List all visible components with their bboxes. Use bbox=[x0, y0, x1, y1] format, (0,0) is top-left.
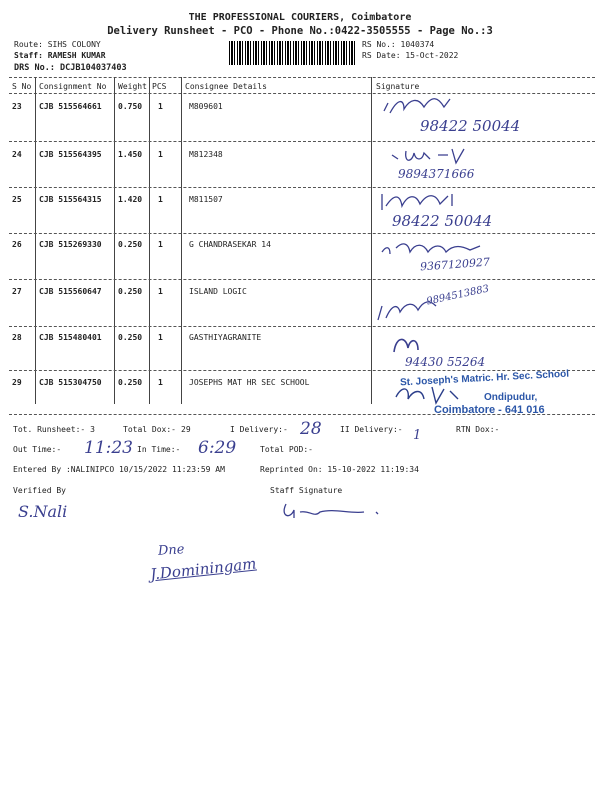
signature-scribble bbox=[392, 334, 422, 356]
rtn-dox-label: RTN Dox:- bbox=[456, 425, 500, 434]
col-pcs: PCS bbox=[152, 82, 167, 91]
i-delivery-value: 28 bbox=[300, 419, 322, 439]
table-top-rule bbox=[9, 77, 595, 78]
row-consignment: CJB 515564661 bbox=[39, 102, 102, 111]
row-pcs: 1 bbox=[158, 333, 163, 342]
row-divider bbox=[9, 141, 595, 142]
company-title: THE PROFESSIONAL COURIERS, Coimbatore bbox=[188, 12, 412, 23]
barcode bbox=[229, 41, 356, 65]
row-consignment: CJB 515564315 bbox=[39, 195, 102, 204]
row-phone-handwritten: 98422 50044 bbox=[392, 212, 493, 230]
signature-scribble bbox=[378, 190, 478, 214]
row-consignment: CJB 515304750 bbox=[39, 378, 102, 387]
row-sno: 25 bbox=[12, 195, 22, 204]
staff-signature-scribble bbox=[280, 498, 390, 522]
col-separator bbox=[371, 77, 372, 404]
signature-scribble bbox=[392, 383, 462, 407]
row-consignee: GASTHIYAGRANITE bbox=[189, 333, 262, 342]
row-phone-handwritten: 9367120927 bbox=[419, 255, 491, 274]
row-pcs: 1 bbox=[158, 195, 163, 204]
stamp-line: Ondipudur, bbox=[484, 392, 538, 403]
total-pod-label: Total POD:- bbox=[260, 445, 313, 454]
row-pcs: 1 bbox=[158, 150, 163, 159]
row-pcs: 1 bbox=[158, 378, 163, 387]
row-phone-handwritten: 94430 55264 bbox=[405, 355, 486, 369]
row-consignee: ISLAND LOGIC bbox=[189, 287, 247, 296]
row-pcs: 1 bbox=[158, 240, 163, 249]
row-consignee: M809601 bbox=[189, 102, 223, 111]
table-header-rule bbox=[9, 93, 595, 94]
row-weight: 0.250 bbox=[118, 240, 143, 249]
rs-number: RS No.: 1040374 bbox=[362, 40, 435, 49]
row-divider bbox=[9, 279, 595, 280]
runsheet-subtitle: Delivery Runsheet - PCO - Phone No.:0422-3505555 - Page No.:3 bbox=[107, 25, 493, 37]
out-time-label: Out Time:- bbox=[13, 445, 62, 454]
row-weight: 1.450 bbox=[118, 150, 143, 159]
out-time-value: 11:23 bbox=[84, 438, 133, 458]
col-consignment: Consignment No bbox=[39, 82, 107, 91]
row-consignment: CJB 515560647 bbox=[39, 287, 102, 296]
row-consignment: CJB 515269330 bbox=[39, 240, 102, 249]
entered-by: Entered By :NALINIPCO 10/15/2022 11:23:59 AM bbox=[13, 465, 225, 474]
stamp-line: St. Joseph's Matric. Hr. Sec. School bbox=[399, 368, 570, 389]
i-delivery-label: I Delivery:- bbox=[230, 425, 288, 434]
in-time-value: 6:29 bbox=[198, 438, 237, 458]
staff-label: Staff: RAMESH KUMAR bbox=[14, 51, 106, 60]
row-consignee: JOSEPHS MAT HR SEC SCHOOL bbox=[189, 378, 310, 387]
col-sno: S No bbox=[12, 82, 32, 91]
row-pcs: 1 bbox=[158, 287, 163, 296]
in-time-label: In Time:- bbox=[137, 445, 181, 454]
verified-by-label: Verified By bbox=[13, 486, 66, 495]
col-signature: Signature bbox=[376, 82, 420, 91]
col-separator bbox=[181, 77, 182, 404]
row-phone-handwritten: 98422 50044 bbox=[420, 117, 521, 135]
row-divider bbox=[9, 187, 595, 188]
row-consignee: M812348 bbox=[189, 150, 223, 159]
row-sno: 23 bbox=[12, 102, 22, 111]
verifier-signature: S.Nali bbox=[18, 502, 68, 521]
stamp-line: Coimbatore - 641 016 bbox=[434, 404, 545, 416]
row-consignment: CJB 515480401 bbox=[39, 333, 102, 342]
row-sno: 27 bbox=[12, 287, 22, 296]
col-separator bbox=[149, 77, 150, 404]
row-sno: 29 bbox=[12, 378, 22, 387]
signature-scribble bbox=[380, 93, 470, 119]
staff-signature-label: Staff Signature bbox=[270, 486, 343, 495]
col-consignee: Consignee Details bbox=[185, 82, 267, 91]
row-consignment: CJB 515564395 bbox=[39, 150, 102, 159]
signature-scribble bbox=[390, 145, 470, 167]
row-divider bbox=[9, 233, 595, 234]
row-divider bbox=[9, 326, 595, 327]
table-bottom-rule bbox=[9, 414, 595, 415]
ii-delivery-value: 1 bbox=[413, 428, 422, 443]
row-weight: 0.250 bbox=[118, 333, 143, 342]
drs-number: DRS No.: DCJB104037403 bbox=[14, 63, 127, 73]
row-phone-handwritten: 9894371666 bbox=[398, 167, 475, 181]
row-phone-handwritten: 9894513883 bbox=[425, 283, 491, 308]
row-consignee: M811507 bbox=[189, 195, 223, 204]
route-label: Route: SIHS COLONY bbox=[14, 40, 101, 49]
row-weight: 0.250 bbox=[118, 378, 143, 387]
col-separator bbox=[114, 77, 115, 404]
row-pcs: 1 bbox=[158, 102, 163, 111]
row-sno: 24 bbox=[12, 150, 22, 159]
total-dox-label: Total Dox:- bbox=[123, 425, 176, 434]
row-weight: 1.420 bbox=[118, 195, 143, 204]
tot-runsheet: Tot. Runsheet:- 3 bbox=[13, 425, 95, 434]
bottom-note-line2: J.Dominingam bbox=[149, 554, 258, 584]
total-dox-value: 29 bbox=[181, 425, 191, 434]
row-weight: 0.250 bbox=[118, 287, 143, 296]
bottom-note-line1: Dne bbox=[157, 542, 185, 559]
col-separator bbox=[35, 77, 36, 404]
row-sno: 28 bbox=[12, 333, 22, 342]
reprinted-on: Reprinted On: 15-10-2022 11:19:34 bbox=[260, 465, 419, 474]
row-consignee: G CHANDRASEKAR 14 bbox=[189, 240, 271, 249]
col-weight: Weight bbox=[118, 82, 147, 91]
row-sno: 26 bbox=[12, 240, 22, 249]
ii-delivery-label: II Delivery:- bbox=[340, 425, 403, 434]
rs-date: RS Date: 15-Oct-2022 bbox=[362, 51, 459, 60]
row-weight: 0.750 bbox=[118, 102, 143, 111]
